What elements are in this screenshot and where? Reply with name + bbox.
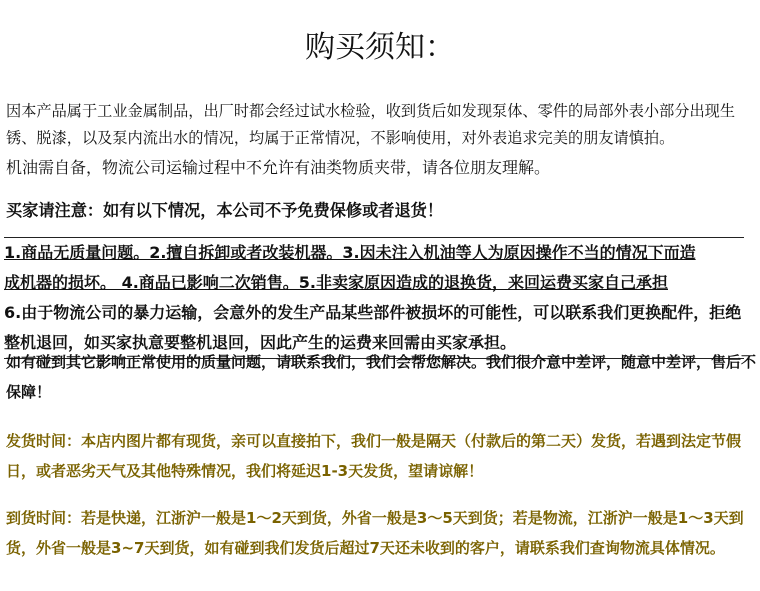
page-title: 购买须知： bbox=[305, 30, 455, 65]
condition-line-1: 1.商品无质量问题。2.擅自拆卸或者改装机器。3.因未注入机油等人为原因操作不当的情况下而造 bbox=[4, 243, 696, 262]
oil-notice: 机油需自备，物流公司运输过程中不允许有油类物质夹带，请各位朋友理解。 bbox=[6, 158, 551, 177]
condition-line-3: 6.由于物流公司的暴力运输，会意外的发生产品某些部件被损坏的可能性，可以联系我们更换配件，拒绝 bbox=[4, 303, 742, 322]
condition-line-4: 整机退回，如买家执意要整机退回，因此产生的运费来回需由买家承担。 bbox=[4, 333, 517, 352]
shipping-time-paragraph: 发货时间：本店内图片都有现货，亲可以直接拍下，我们一般是隔天（付款后的第二天）发货，若遇到法定节假日，或者恶劣天气及其他特殊情况，我们将延迟1-3天发货，望请谅解！ bbox=[6, 432, 742, 480]
conditions-box bbox=[4, 237, 744, 359]
intro-paragraph: 因本产品属于工业金属制品，出厂时都会经过试水检验，收到货后如发现泵体、零件的局部外表小部分出现生锈、脱漆，以及泵内流出水的情况，均属于正常情况，不影响使用，对外表追求完美的朋友请慎拍。 bbox=[6, 102, 735, 147]
arrival-time-paragraph: 到货时间：若是快递，江浙沪一般是1～2天到货，外省一般是3～5天到货；若是物流，江浙沪一般是1～3天到货，外省一般是3~7天到货，如有碰到我们发货后超过7天还未收到的客户，请联系我们查询物流具体情况。 bbox=[6, 509, 744, 557]
contact-notice: 如有碰到其它影响正常使用的质量问题，请联系我们，我们会帮您解决。我们很介意中差评，随意中差评，售后不保障！ bbox=[6, 353, 757, 401]
condition-line-2: 成机器的损坏。 4.商品已影响二次销售。5.非卖家原因造成的退换货，来回运费买家自己承担 bbox=[4, 273, 668, 292]
warranty-notice-title: 买家请注意：如有以下情况，本公司不予免费保修或者退货！ bbox=[6, 201, 444, 220]
